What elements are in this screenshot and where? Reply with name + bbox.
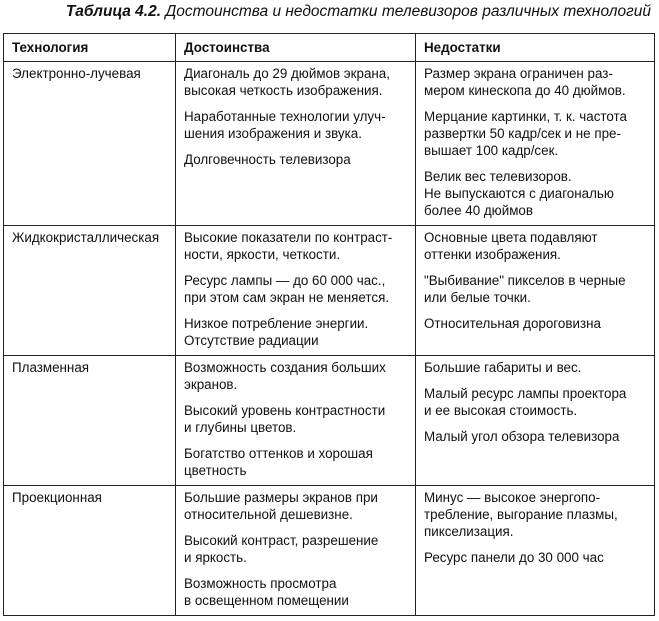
disadvantage-item: Относительная дороговизна xyxy=(424,316,601,331)
disadvantage-item: Минус — высокое энергопо- требление, выгорание плазмы, пикселизация. xyxy=(424,490,618,539)
advantage-item: Высокие показатели по контраст- ности, яркости, четкости. xyxy=(184,230,393,262)
table-caption xyxy=(66,3,651,21)
technology-cell xyxy=(4,486,176,616)
disadvantage-item: Малый угол обзора телевизора xyxy=(424,429,620,444)
table-number: Таблица 4.2. xyxy=(65,3,162,20)
disadvantages-cell xyxy=(416,62,655,226)
technology-name: Жидкокристаллическая xyxy=(12,230,160,245)
technology-name: Электронно-лучевая xyxy=(12,66,141,81)
comparison-table xyxy=(3,33,655,616)
disadvantage-item: Велик вес телевизоров. Не выпускаются с диагональю более 40 дюймов xyxy=(424,169,614,218)
advantage-item: Возможность создания больших экранов. xyxy=(184,360,386,392)
advantages-cell xyxy=(176,356,416,486)
advantage-item: Наработанные технологии улуч- шения изображения и звука. xyxy=(184,109,386,141)
advantage-item: Диагональ до 29 дюймов экрана, высокая четкость изображения. xyxy=(184,66,390,98)
advantage-item: Долговечность телевизора xyxy=(184,152,351,167)
advantage-item: Возможность просмотра в освещенном помещении xyxy=(184,576,349,608)
disadvantage-item: Большие габариты и вес. xyxy=(424,360,582,375)
disadvantage-item: Малый ресурс лампы проектора и ее высокая стоимость. xyxy=(424,386,627,418)
advantage-item: Богатство оттенков и хорошая цветность xyxy=(184,446,373,478)
advantage-item: Высокий контраст, разрешение и яркость. xyxy=(184,533,379,565)
advantages-cell xyxy=(176,486,416,616)
advantage-item: Высокий уровень контрастности и глубины цветов. xyxy=(184,403,386,435)
header-row xyxy=(4,34,655,62)
advantage-item: Большие размеры экранов при относительной дешевизне. xyxy=(184,490,378,522)
disadvantage-item: Основные цвета подавляют оттенки изображения. xyxy=(424,230,598,262)
technology-cell xyxy=(4,226,176,356)
header-technology: Технология xyxy=(4,34,176,62)
advantage-item: Ресурс лампы — до 60 000 час., при этом сам экран не меняется. xyxy=(184,273,390,305)
technology-name: Плазменная xyxy=(12,360,90,375)
table-row xyxy=(4,356,655,486)
table-row xyxy=(4,62,655,226)
table-row xyxy=(4,226,655,356)
disadvantage-item: Мерцание картинки, т. к. частота развертки 50 кадр/сек и не пре- вышает 100 кадр/сек. xyxy=(424,109,627,158)
disadvantages-cell xyxy=(416,226,655,356)
disadvantages-cell xyxy=(416,356,655,486)
disadvantage-item: Размер экрана ограничен раз- мером кинескопа до 40 дюймов. xyxy=(424,66,626,98)
header-disadvantages: Недостатки xyxy=(416,34,655,62)
header-advantages: Достоинства xyxy=(176,34,416,62)
technology-cell xyxy=(4,62,176,226)
table-row xyxy=(4,486,655,616)
table-title: Достоинства и недостатки телевизоров различных технологий xyxy=(165,3,651,20)
disadvantages-cell xyxy=(416,486,655,616)
advantages-cell xyxy=(176,226,416,356)
technology-name: Проекционная xyxy=(12,490,102,505)
advantages-cell xyxy=(176,62,416,226)
technology-cell xyxy=(4,356,176,486)
disadvantage-item: Ресурс панели до 30 000 час xyxy=(424,550,604,565)
disadvantage-item: "Выбивание" пикселов в черные или белые точки. xyxy=(424,273,626,305)
advantage-item: Низкое потребление энергии. Отсутствие радиации xyxy=(184,316,369,348)
